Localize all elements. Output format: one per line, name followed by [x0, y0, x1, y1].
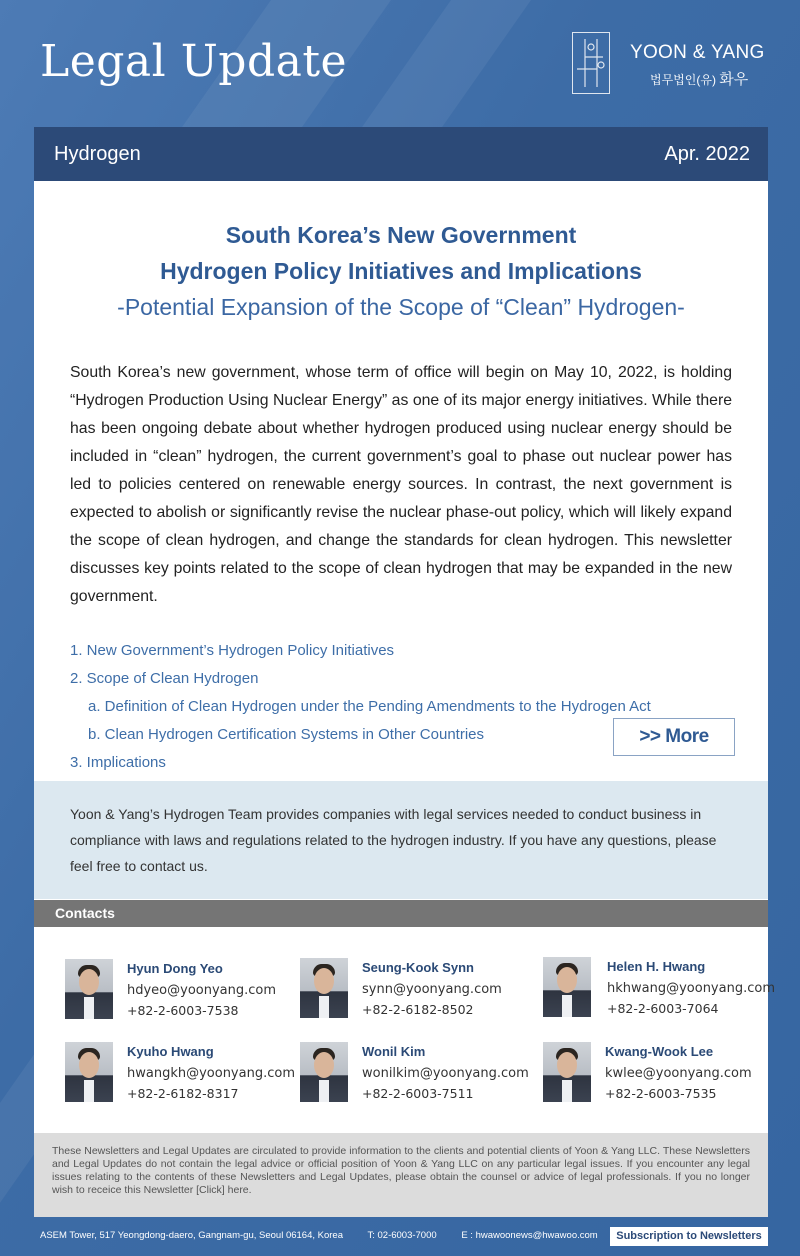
contact-card — [65, 959, 295, 1023]
avatar — [65, 1042, 113, 1102]
newsletter-card — [34, 127, 775, 1217]
avatar — [543, 957, 591, 1017]
contact-email[interactable]: wonilkim@yoonyang.com — [362, 1066, 529, 1081]
contact-phone: +82-2-6182-8317 — [127, 1086, 239, 1101]
intro-paragraph: South Korea’s new government, whose term of office will begin on May 10, 2022, is holding “Hydrogen Production Using Nuclear Energy” as one of its major energy initiatives. While there has been ongoing debate about whether hydrogen produced using nuclear energy should be included in “clean” hydrogen, the current government’s goal to phase out nuclear power has led to policies centered on renewable energy sources. In contrast, the next government is expected to abolish or significantly revise the nuclear phase-out policy, which will likely expand the scope of clean hydrogen, and change the standards for clean hydrogen. This newsletter discusses key points related to the scope of clean hydrogen that may be expanded in the new government. — [70, 364, 732, 605]
contact-card — [65, 1042, 295, 1106]
contact-name: Hyun Dong Yeo — [127, 961, 223, 976]
contact-phone: +82-2-6003-7064 — [607, 1001, 719, 1016]
contact-card — [543, 1042, 773, 1106]
avatar — [543, 1042, 591, 1102]
contacts-heading: Contacts — [34, 900, 768, 927]
contact-name: Seung-Kook Synn — [362, 960, 474, 975]
contact-email[interactable]: kwlee@yoonyang.com — [605, 1066, 752, 1081]
legal-disclaimer: These Newsletters and Legal Updates are circulated to provide information to the clients and potential clients of Yoon & Yang LLC. These Newsletters and Legal Updates do not contain the legal advice or official position of Yoon & Yang LLC on any particular legal issues. If you encounter any legal issues relating to the contents of these Newsletters and Legal Updates, please obtain the counsel or advice of legal professionals. If you no longer wish to receice this Newsletter [Click] here. — [34, 1133, 768, 1217]
firm-logo[interactable] — [572, 32, 772, 96]
toc-subitem[interactable]: a. Definition of Clean Hydrogen under the Pending Amendments to the Hydrogen Act — [88, 698, 651, 715]
contact-name: Wonil Kim — [362, 1044, 426, 1059]
headline-subtitle: -Potential Expansion of the Scope of “Clean” Hydrogen- — [117, 294, 685, 320]
toc-item[interactable]: 1. New Government’s Hydrogen Policy Initiatives — [70, 642, 395, 659]
contact-name: Kyuho Hwang — [127, 1044, 214, 1059]
avatar — [300, 1042, 348, 1102]
contact-card — [300, 958, 530, 1022]
article-headline — [34, 217, 768, 325]
toc-item[interactable]: 3. Implications — [70, 754, 166, 771]
contact-phone: +82-2-6182-8502 — [362, 1002, 474, 1017]
subscribe-button[interactable]: Subscription to Newsletters — [610, 1227, 768, 1246]
contact-email[interactable]: hwangkh@yoonyang.com — [127, 1066, 295, 1081]
footer-info — [40, 1230, 620, 1241]
footer-phone: T: 02-6003-7000 — [367, 1230, 437, 1241]
contact-name: Helen H. Hwang — [607, 959, 706, 974]
firm-name-kr: 법무법인(유) 화우 — [650, 71, 749, 88]
headline-line-1: South Korea’s New Government — [225, 222, 577, 248]
table-of-contents — [70, 637, 732, 777]
firm-logo-mark — [572, 32, 610, 94]
contact-phone: +82-2-6003-7511 — [362, 1086, 474, 1101]
contact-card — [543, 957, 773, 1021]
contact-card — [300, 1042, 530, 1106]
team-description: Yoon & Yang’s Hydrogen Team provides companies with legal services needed to conduct business in compliance with laws and regulations related to the hydrogen industry. If you have any questions, please feel free to contact us. — [34, 781, 768, 899]
page-title: Legal Update — [40, 36, 348, 87]
contact-phone: +82-2-6003-7535 — [605, 1086, 717, 1101]
more-button[interactable]: >> More — [613, 718, 735, 756]
contact-email[interactable]: synn@yoonyang.com — [362, 982, 502, 997]
issue-date: Apr. 2022 — [664, 142, 750, 165]
avatar — [300, 958, 348, 1018]
footer-email[interactable]: E : hwawoonews@hwawoo.com — [461, 1230, 598, 1241]
firm-name-en: YOON & YANG — [630, 42, 765, 63]
avatar — [65, 959, 113, 1019]
headline-line-2: Hydrogen Policy Initiatives and Implications — [160, 258, 642, 284]
toc-subitem[interactable]: b. Clean Hydrogen Certification Systems in Other Countries — [88, 726, 485, 743]
contact-email[interactable]: hkhwang@yoonyang.com — [607, 981, 775, 996]
contact-name: Kwang-Wook Lee — [605, 1044, 714, 1059]
category-bar — [34, 127, 768, 181]
contact-phone: +82-2-6003-7538 — [127, 1003, 239, 1018]
category-label: Hydrogen — [54, 142, 141, 165]
toc-item[interactable]: 2. Scope of Clean Hydrogen — [70, 670, 259, 687]
contact-email[interactable]: hdyeo@yoonyang.com — [127, 983, 277, 998]
footer-address: ASEM Tower, 517 Yeongdong-daero, Gangnam-gu, Seoul 06164, Korea — [40, 1230, 343, 1241]
